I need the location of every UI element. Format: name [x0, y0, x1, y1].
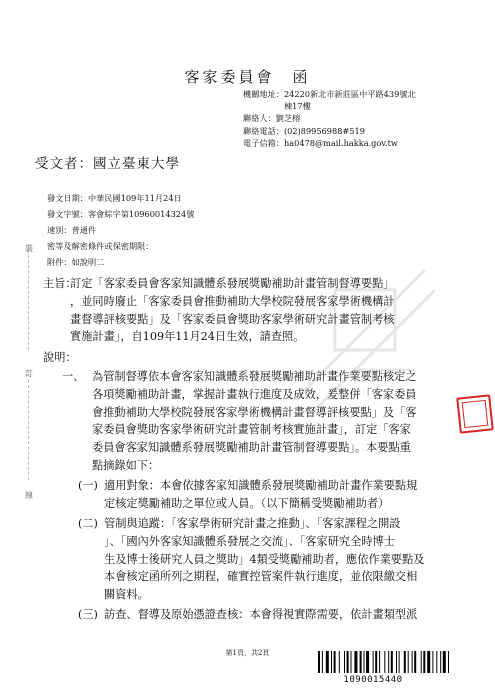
sub1-number: (一) [78, 479, 98, 492]
recipient: 受文者：國立臺東大學 [35, 156, 180, 172]
meta-doc-number-value: 客會綜字第10960014324號 [87, 209, 195, 219]
meta-speed-label: 速別： [47, 225, 72, 235]
sub3-text: 訪查、督導及原始憑證查核：本會得視實際需要，依計畫類型派 [104, 608, 418, 621]
line-mark: 線 [25, 491, 33, 500]
letter-title: 客家委員會 函 [184, 68, 311, 86]
subject-label: 主旨： [43, 277, 77, 290]
contact-phone [243, 125, 489, 137]
barcode-graphic [318, 651, 488, 673]
meta-attachment-label: 附件： [47, 257, 72, 267]
meta-doc-number [47, 208, 194, 220]
contact-address [243, 88, 489, 112]
contact-address-label: 機關地址： [243, 89, 284, 99]
red-seal-stamp [456, 394, 494, 433]
explanation-label: 說明： [43, 351, 77, 364]
page-footer: 第1頁，共2頁 [225, 649, 270, 657]
meta-attachment-value: 如說明二 [71, 257, 105, 267]
contact-person-label: 聯絡人： [243, 113, 276, 124]
meta-security [47, 240, 153, 252]
contact-email-value: ha0478@mail.hakka.gov.tw [283, 137, 398, 148]
meta-speed [47, 224, 96, 236]
binding-line-lower [28, 380, 29, 480]
contact-person-value: 劉芝榕 [275, 113, 301, 124]
barcode-number: 1090015440 [343, 675, 403, 685]
meta-date [47, 192, 182, 204]
sub1-text: 適用對象：本會依據客家知識體系發展獎勵補助計畫作業要點規 定核定獎勵補助之單位或人員。（以下簡稱受獎勵補助者） [104, 479, 418, 510]
meta-date-label: 發文日期： [47, 193, 88, 203]
order-mark: 訂 [25, 369, 33, 378]
binding-line-upper [28, 250, 29, 350]
item1-number: 一、 [62, 370, 85, 383]
meta-security-label: 密等及解密條件或保密期限： [47, 241, 154, 251]
contact-block [243, 88, 489, 149]
contact-email [243, 137, 489, 149]
contact-person [243, 112, 489, 124]
meta-speed-value: 普通件 [71, 225, 97, 235]
contact-email-label: 電子信箱： [243, 137, 284, 148]
sub3-number: (三) [78, 608, 98, 621]
contact-phone-label: 聯絡電話： [243, 125, 284, 136]
meta-attachment [47, 256, 104, 268]
contact-address-value: 24220新北市新莊區中平路439號北 棟17樓 [283, 89, 416, 112]
subject-text: 訂定「客家委員會客家知識體系發展獎勵補助計畫管制督導要點」 ，並同時廢止「客家委員會推動補助大學校院發展客家學術機構計 畫督導評核要點」及「客家委員會獎助客家學術研究計畫管制考核 實施計畫」，自109年11月24日生效，請查照。 [70, 277, 395, 344]
meta-doc-number-label: 發文字號： [47, 209, 88, 219]
contact-phone-value: (02)89956988#519 [283, 125, 365, 136]
meta-date-value: 中華民國109年11月24日 [87, 193, 182, 203]
sub2-text: 管制與追蹤：「客家學術研究計畫之推動」、「客家課程之開設 」、「國內外客家知識體系發展之交流」、「客家研究全時博士 生及博士後研究人員之獎助」4類受獎勵補助者，應依作業要點及 本會核定函所列之期程，確實控管案件執行進度，並依限繳交相 關資料。 [104, 517, 425, 602]
item1-text: 為管制督導依本會客家知識體系發展獎勵補助計畫作業要點核定之 各項獎勵補助計畫，掌握計畫執行進度及成效，爰整併「客家委員 會推動補助大學校院發展客家學術機構計畫督導評核要點」及「客 家委員會獎助客家學術研究計畫管制考核實施計畫」，訂定「客家 委員會客家知識體系發展獎勵補助計畫管制督導要點」。本要點重 點摘錄如下： [92, 370, 417, 472]
binding-mark: 裝 [25, 244, 33, 253]
sub2-number: (二) [78, 517, 98, 530]
